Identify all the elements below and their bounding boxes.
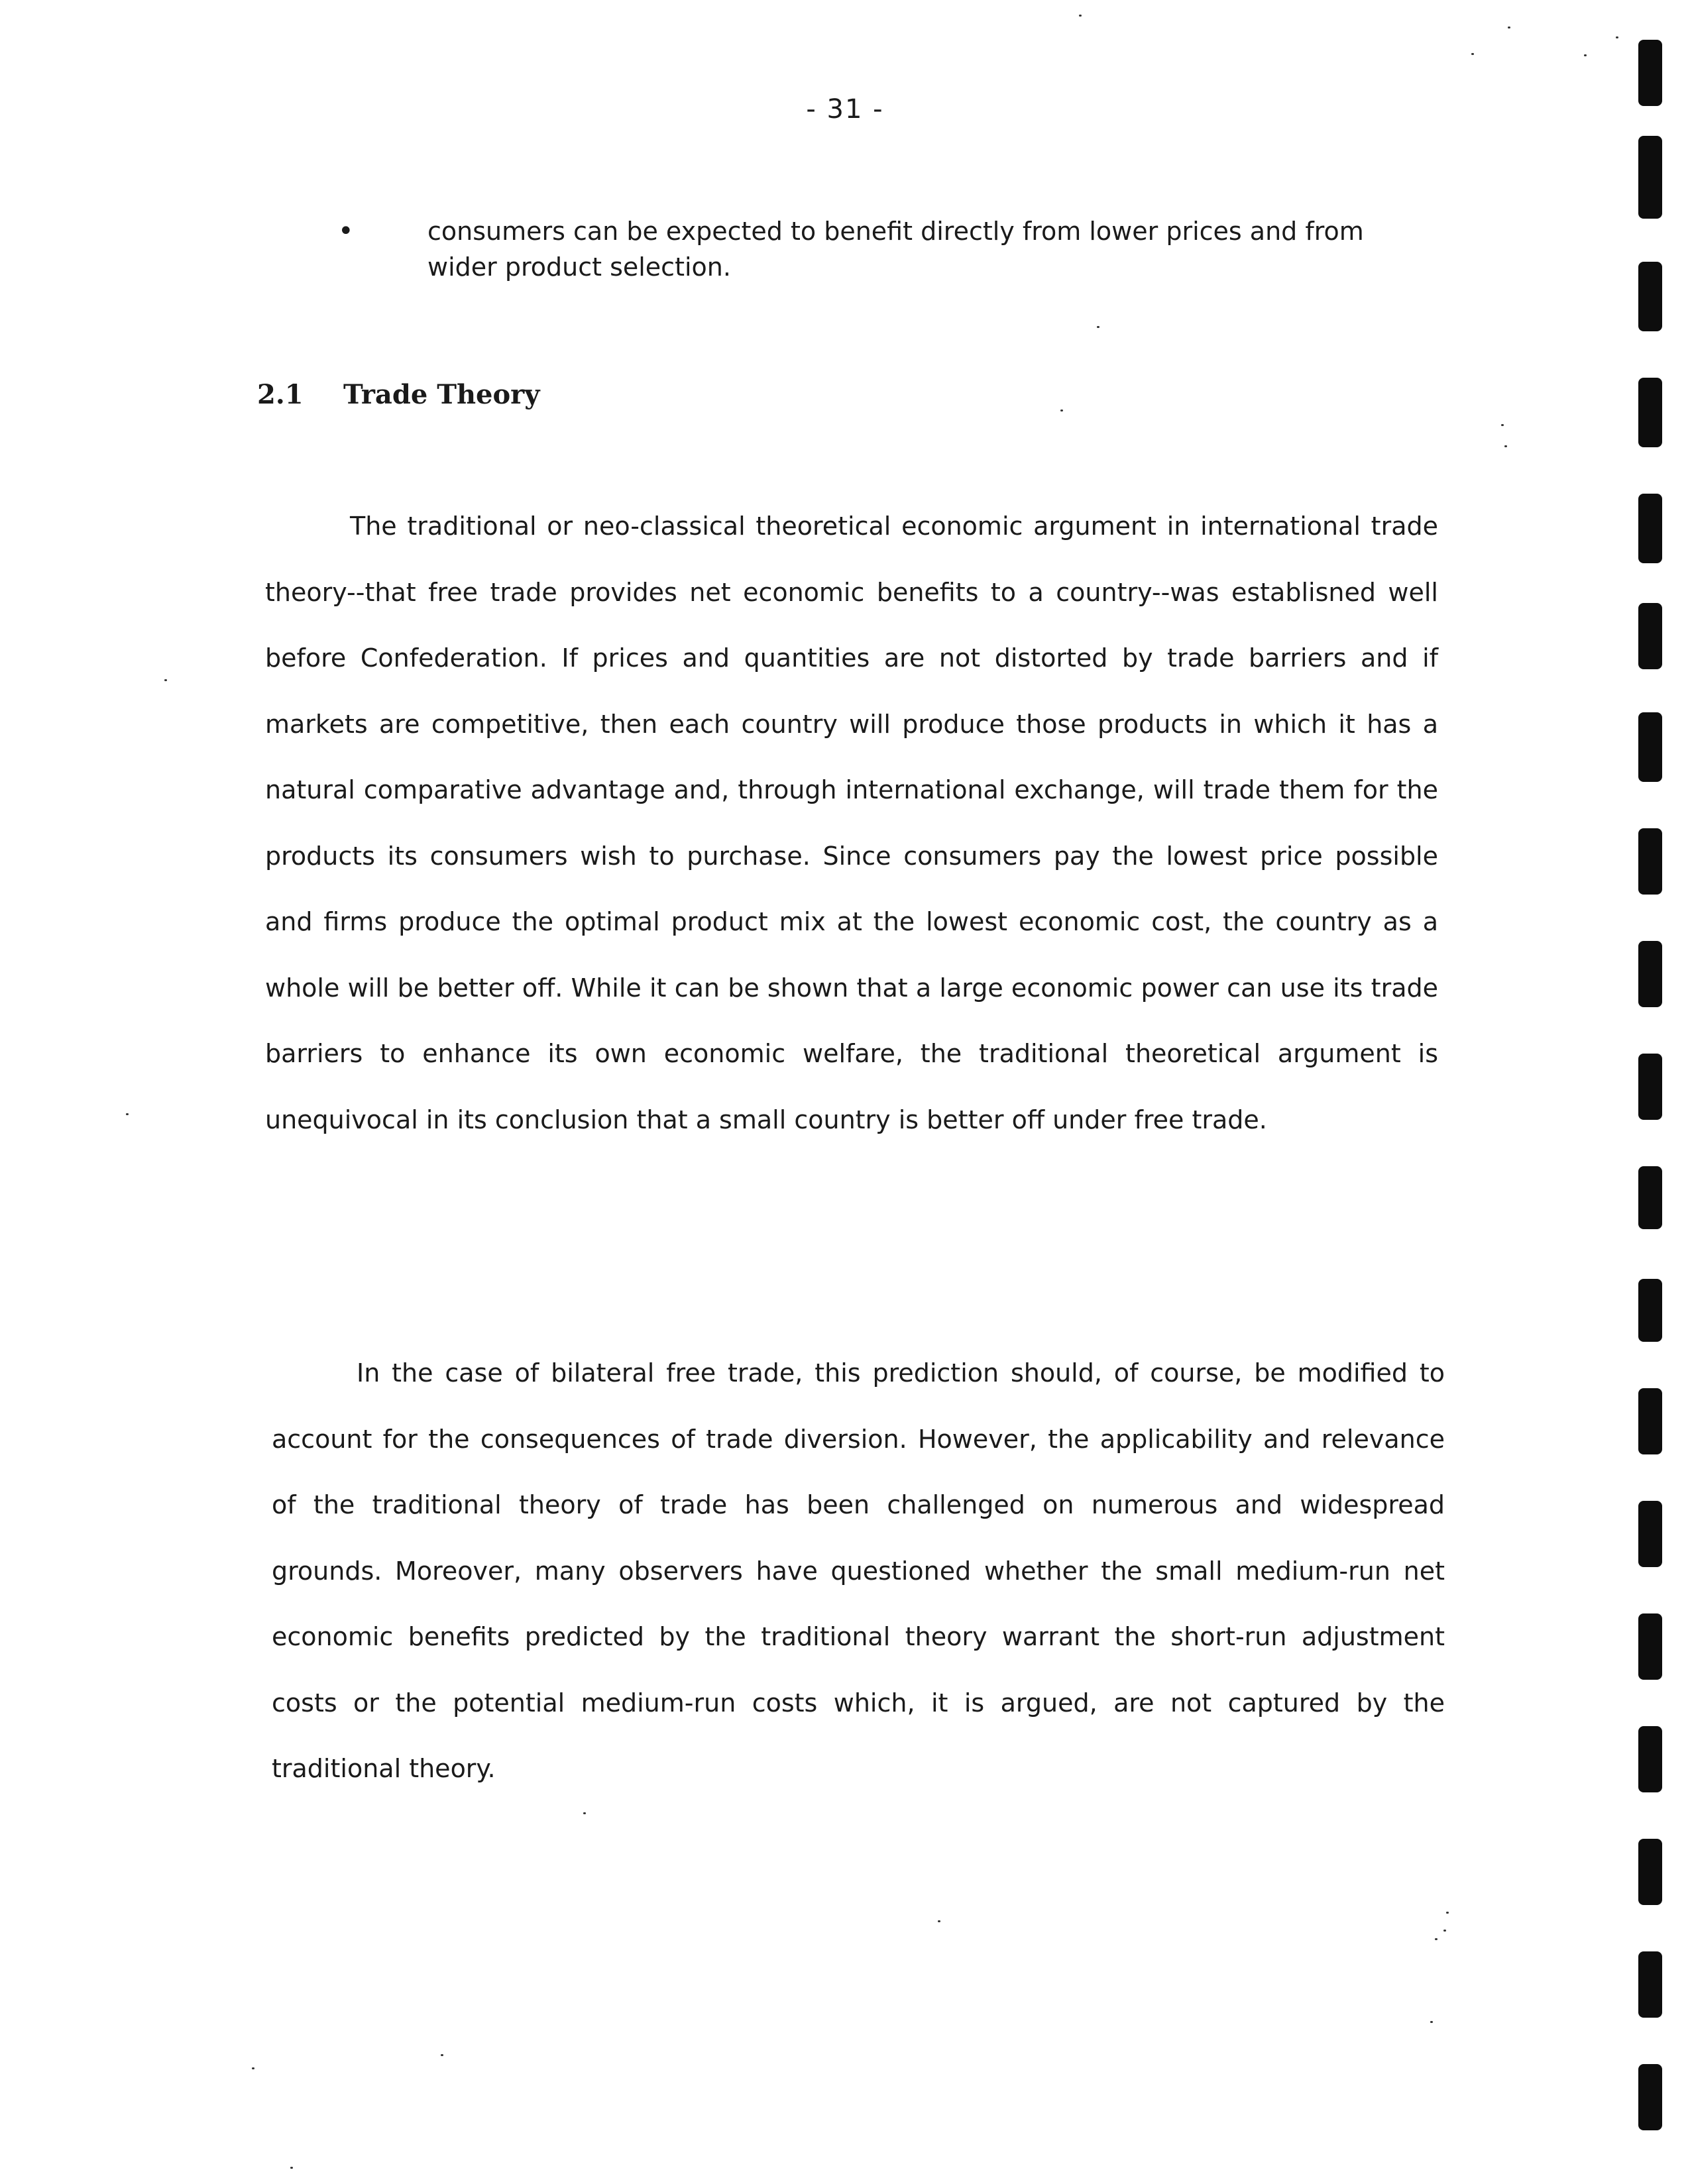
binder-mark — [1638, 1279, 1662, 1342]
binder-mark — [1638, 941, 1662, 1007]
page-number: - 31 - — [806, 94, 884, 125]
binder-mark — [1638, 262, 1662, 331]
speck — [1435, 1938, 1437, 1940]
speck — [1060, 410, 1063, 411]
body-paragraph: In the case of bilateral free trade, this prediction should, of course, be modified to account for the consequences of trade diversion. However, the applicability and relevance of the traditional theory of trade has been challenged on numerous and widespread grounds. Moreover, many observers have questioned whether the small medium-run net economic benefits predicted by the traditional theory warrant the short-run adjustment costs or the potential medium-run costs which, it is argued, are not captured by the traditional theory. — [272, 1358, 1445, 1783]
speck — [1097, 326, 1099, 328]
binder-mark — [1638, 603, 1662, 669]
binder-mark — [1638, 1166, 1662, 1229]
speck — [938, 1920, 940, 1922]
binder-mark — [1638, 828, 1662, 895]
speck — [1501, 424, 1504, 426]
speck — [1508, 27, 1510, 28]
binder-mark — [1638, 136, 1662, 219]
binder-mark — [1638, 378, 1662, 447]
binder-mark — [1638, 712, 1662, 782]
speck — [583, 1812, 586, 1814]
speck — [1616, 36, 1618, 38]
speck — [1079, 15, 1082, 17]
binder-mark — [1638, 1839, 1662, 1905]
section-title: Trade Theory — [343, 379, 540, 410]
speck — [1430, 2021, 1433, 2023]
bullet-symbol: • — [338, 216, 354, 246]
binder-mark — [1638, 1501, 1662, 1567]
binder-mark — [1638, 1054, 1662, 1120]
speck — [1504, 445, 1507, 447]
binder-mark — [1638, 1388, 1662, 1454]
binder-mark — [1638, 40, 1662, 106]
binder-mark — [1638, 1951, 1662, 2018]
speck — [1471, 53, 1474, 55]
binder-mark — [1638, 1726, 1662, 1792]
speck — [164, 679, 167, 681]
section-number: 2.1 — [257, 379, 304, 410]
speck — [1584, 54, 1587, 56]
speck — [1443, 1930, 1446, 1932]
body-paragraph: The traditional or neo-classical theoretical economic argument in international trade theory--that free trade provides net economic benefits to a country--was establisned well before Confederation. If prices and quantities are not distorted by trade barriers and if markets are competitive, then each country will produce those products in which it has a natural comparative advantage and, through international exchange, will trade them for the products its consumers wish to purchase. Since consumers pay the lowest price possible and firms produce the optimal product mix at the lowest economic cost, the country as a whole will be better off. While it can be shown that a large economic power can use its trade barriers to enhance its own economic welfare, the traditional theoretical argument is unequivocal in its conclusion that a small country is better off under free trade. — [265, 512, 1438, 1134]
speck — [126, 1113, 129, 1115]
speck — [441, 2054, 443, 2056]
binder-mark — [1638, 2064, 1662, 2130]
binder-mark — [1638, 494, 1662, 563]
bullet-text: consumers can be expected to benefit directly from lower prices and from wider product selection. — [427, 217, 1364, 282]
binder-mark — [1638, 1613, 1662, 1680]
speck — [1446, 1912, 1449, 1914]
speck — [252, 2067, 254, 2069]
speck — [290, 2167, 293, 2169]
section-heading — [257, 379, 539, 410]
